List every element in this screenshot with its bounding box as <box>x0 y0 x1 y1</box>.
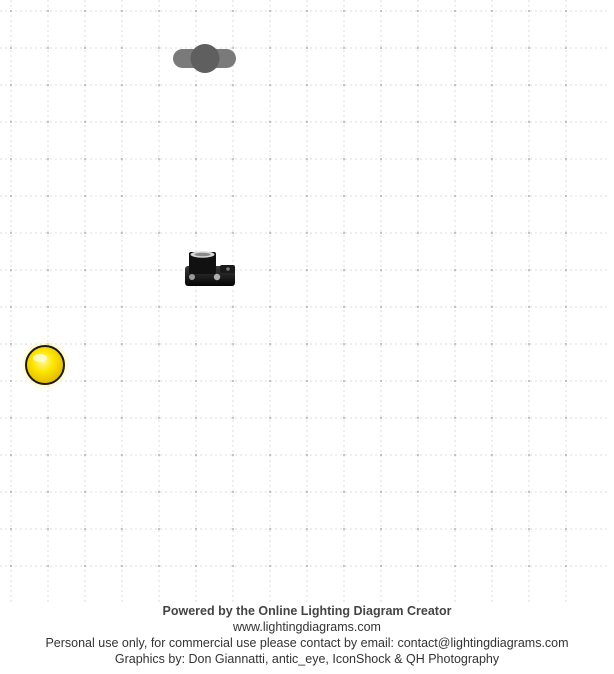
grid-dot <box>528 306 530 308</box>
grid-dot <box>454 158 456 160</box>
grid-dot <box>454 232 456 234</box>
grid-dot <box>454 306 456 308</box>
grid-dot <box>380 380 382 382</box>
grid-dot <box>158 380 160 382</box>
grid-dot <box>343 195 345 197</box>
grid-dot <box>417 121 419 123</box>
grid-dot <box>306 491 308 493</box>
grid-dot <box>343 47 345 49</box>
grid-dot <box>84 10 86 12</box>
grid-dot <box>47 306 49 308</box>
grid-dot <box>528 84 530 86</box>
grid-dot <box>417 343 419 345</box>
grid-dot <box>269 269 271 271</box>
grid-dot <box>306 158 308 160</box>
grid-dot <box>47 491 49 493</box>
grid-dot <box>121 417 123 419</box>
grid-dot <box>491 528 493 530</box>
grid-dot <box>10 565 12 567</box>
footer-title: Powered by the Online Lighting Diagram Creator <box>162 604 452 618</box>
grid-dot <box>84 343 86 345</box>
grid-dot <box>10 47 12 49</box>
grid-dot <box>528 232 530 234</box>
grid-dot <box>306 10 308 12</box>
grid-dot <box>121 565 123 567</box>
grid-dot <box>121 306 123 308</box>
grid-dot <box>121 84 123 86</box>
grid-dot <box>158 269 160 271</box>
grid-dot <box>491 380 493 382</box>
grid-dot <box>84 491 86 493</box>
grid-dot <box>47 10 49 12</box>
grid-dot <box>269 417 271 419</box>
grid-dot <box>121 195 123 197</box>
grid-dot <box>454 343 456 345</box>
grid-dot <box>343 565 345 567</box>
grid-dot <box>195 195 197 197</box>
grid-dot <box>380 47 382 49</box>
grid-dot <box>195 343 197 345</box>
grid-dot <box>158 491 160 493</box>
grid-dot <box>121 380 123 382</box>
grid-dot <box>195 565 197 567</box>
grid-dot <box>232 232 234 234</box>
grid-dot <box>417 269 419 271</box>
grid-dot <box>306 565 308 567</box>
grid-dot <box>565 47 567 49</box>
grid-dot <box>306 195 308 197</box>
grid-dot <box>232 565 234 567</box>
grid-dot <box>158 195 160 197</box>
grid-dot <box>269 232 271 234</box>
grid-dot <box>232 121 234 123</box>
grid-dot <box>565 454 567 456</box>
grid-dot <box>158 10 160 12</box>
grid-dot <box>10 380 12 382</box>
grid-dot <box>10 158 12 160</box>
grid-dot <box>565 565 567 567</box>
grid-dot <box>269 121 271 123</box>
grid-dot <box>343 121 345 123</box>
grid-dot <box>491 84 493 86</box>
grid-dot <box>158 454 160 456</box>
grid-dot <box>121 47 123 49</box>
grid-dot <box>417 454 419 456</box>
grid-dot <box>10 269 12 271</box>
grid-dot <box>491 565 493 567</box>
grid-dot <box>528 491 530 493</box>
grid-dot <box>306 417 308 419</box>
grid-dot <box>121 121 123 123</box>
grid-dot <box>269 343 271 345</box>
grid-dot <box>528 10 530 12</box>
grid-dot <box>47 195 49 197</box>
grid-dot <box>417 47 419 49</box>
grid-dot <box>454 195 456 197</box>
grid-dot <box>195 306 197 308</box>
grid-dot <box>565 121 567 123</box>
grid-dot <box>565 528 567 530</box>
grid-dot <box>195 454 197 456</box>
grid-dot <box>158 158 160 160</box>
grid-dot <box>158 565 160 567</box>
grid-dot <box>84 269 86 271</box>
grid-dot <box>343 10 345 12</box>
grid-dot <box>454 10 456 12</box>
grid-dot <box>565 417 567 419</box>
grid-dot <box>232 343 234 345</box>
grid-dot <box>10 195 12 197</box>
grid-dot <box>491 417 493 419</box>
grid-dot <box>491 10 493 12</box>
grid-dot <box>47 565 49 567</box>
grid-dot <box>380 121 382 123</box>
grid-dot <box>195 417 197 419</box>
grid-dot <box>10 306 12 308</box>
grid-dot <box>491 343 493 345</box>
grid-dot <box>565 491 567 493</box>
grid-dot <box>528 454 530 456</box>
grid-dot <box>528 47 530 49</box>
grid-dot <box>195 528 197 530</box>
grid-dot <box>306 121 308 123</box>
footer-license: Personal use only, for commercial use please contact by email: contact@lightingdiagrams.com <box>45 636 569 650</box>
grid-dot <box>158 528 160 530</box>
grid-dot <box>343 306 345 308</box>
grid-dot <box>10 528 12 530</box>
grid-dot <box>306 269 308 271</box>
grid-dot <box>84 306 86 308</box>
grid-dot <box>84 84 86 86</box>
grid-dot <box>454 121 456 123</box>
grid-dot <box>528 343 530 345</box>
grid-dot <box>565 380 567 382</box>
grid-dot <box>269 47 271 49</box>
grid-dot <box>380 232 382 234</box>
footer-credits: Graphics by: Don Giannatti, antic_eye, IconShock & QH Photography <box>114 652 500 666</box>
grid-dot <box>121 158 123 160</box>
grid-dot <box>195 232 197 234</box>
grid-dot <box>565 158 567 160</box>
grid-dot <box>528 158 530 160</box>
grid-dot <box>269 195 271 197</box>
grid-dot <box>158 232 160 234</box>
grid-dot <box>306 306 308 308</box>
grid-dot <box>528 565 530 567</box>
grid-dot <box>565 10 567 12</box>
grid-dot <box>380 10 382 12</box>
grid-dot <box>84 158 86 160</box>
grid-dot <box>454 528 456 530</box>
grid-dot <box>417 417 419 419</box>
grid-dot <box>528 195 530 197</box>
grid-dot <box>84 528 86 530</box>
grid-dot <box>269 565 271 567</box>
grid-dot <box>195 84 197 86</box>
grid-dot <box>417 380 419 382</box>
grid-dot <box>491 454 493 456</box>
grid-dot <box>417 84 419 86</box>
grid-dot <box>232 454 234 456</box>
grid-dot <box>417 232 419 234</box>
grid-dot <box>343 232 345 234</box>
grid-dot <box>417 158 419 160</box>
grid-dot <box>10 417 12 419</box>
grid-dot <box>195 158 197 160</box>
grid-dot <box>47 417 49 419</box>
grid-dot <box>84 417 86 419</box>
grid-dot <box>195 10 197 12</box>
grid-dot <box>84 232 86 234</box>
grid-dot <box>343 269 345 271</box>
grid-dot <box>84 47 86 49</box>
grid-dot <box>10 454 12 456</box>
grid-dot <box>306 232 308 234</box>
grid-dot <box>417 195 419 197</box>
grid-dot <box>343 417 345 419</box>
grid-dot <box>380 343 382 345</box>
grid-dot <box>417 491 419 493</box>
grid-dot <box>84 121 86 123</box>
grid-dot <box>380 158 382 160</box>
grid-dot <box>454 565 456 567</box>
grid-dot <box>121 269 123 271</box>
grid-dot <box>195 380 197 382</box>
grid-dot <box>380 528 382 530</box>
grid-dot <box>232 84 234 86</box>
grid-dot <box>232 380 234 382</box>
grid-dot <box>47 528 49 530</box>
grid-dot <box>528 121 530 123</box>
grid-dot <box>491 47 493 49</box>
grid-dot <box>491 232 493 234</box>
grid-dot <box>380 454 382 456</box>
grid-dot <box>10 10 12 12</box>
grid-dot <box>454 417 456 419</box>
grid-dot <box>380 565 382 567</box>
grid-dot <box>306 343 308 345</box>
grid-dot <box>158 306 160 308</box>
grid-dot <box>565 269 567 271</box>
grid-dot <box>417 10 419 12</box>
grid-dot <box>232 417 234 419</box>
grid-dot <box>565 232 567 234</box>
grid-dot <box>269 306 271 308</box>
grid-dot <box>269 454 271 456</box>
grid-dot <box>158 417 160 419</box>
grid-dot <box>121 232 123 234</box>
grid-dot <box>380 195 382 197</box>
grid-dot <box>491 491 493 493</box>
light-bulb-icon[interactable] <box>20 340 70 390</box>
grid-dot <box>491 121 493 123</box>
grid-dot <box>10 232 12 234</box>
grid-dot <box>528 528 530 530</box>
grid-dot <box>380 491 382 493</box>
grid-dot <box>121 528 123 530</box>
grid-dot <box>158 343 160 345</box>
grid-dot <box>417 565 419 567</box>
grid-dot <box>269 528 271 530</box>
grid-dot <box>84 380 86 382</box>
grid-dot <box>47 121 49 123</box>
grid-dot <box>232 195 234 197</box>
grid-dot <box>565 195 567 197</box>
grid-dot <box>269 10 271 12</box>
grid-dot <box>269 84 271 86</box>
grid-dot <box>232 47 234 49</box>
grid-dot <box>565 306 567 308</box>
grid-dot <box>306 380 308 382</box>
grid-dot <box>454 47 456 49</box>
grid-dot <box>380 84 382 86</box>
grid-dot <box>380 269 382 271</box>
grid-dot <box>232 491 234 493</box>
grid-dot <box>47 232 49 234</box>
grid-dot <box>343 343 345 345</box>
grid-dot <box>47 47 49 49</box>
grid-dot <box>454 84 456 86</box>
grid-dot <box>84 565 86 567</box>
grid-dot <box>454 269 456 271</box>
grid-dot <box>158 47 160 49</box>
grid-dot <box>306 47 308 49</box>
grid-dot <box>47 269 49 271</box>
grid-dot <box>565 84 567 86</box>
grid-dot <box>10 84 12 86</box>
grid-dot <box>121 491 123 493</box>
grid-dot <box>158 84 160 86</box>
grid-dot <box>84 195 86 197</box>
grid-dot <box>158 121 160 123</box>
grid-dot <box>121 343 123 345</box>
grid-dot <box>454 491 456 493</box>
grid-dot <box>528 380 530 382</box>
footer-url[interactable]: www.lightingdiagrams.com <box>233 620 381 634</box>
camera-icon[interactable] <box>185 251 235 286</box>
grid-dot <box>380 306 382 308</box>
grid-dot <box>47 454 49 456</box>
grid-dot <box>232 158 234 160</box>
grid-dot <box>343 84 345 86</box>
grid-dot <box>343 454 345 456</box>
grid-dot <box>343 380 345 382</box>
grid-dot <box>232 528 234 530</box>
grid-dot <box>380 417 382 419</box>
grid-dot <box>343 158 345 160</box>
grid-dot <box>47 84 49 86</box>
grid-dot <box>491 269 493 271</box>
grid-dot <box>47 158 49 160</box>
grid-dot <box>454 380 456 382</box>
grid-dot <box>565 343 567 345</box>
grid-dot <box>417 528 419 530</box>
grid-dot <box>528 269 530 271</box>
grid-dot <box>343 528 345 530</box>
grid-dot <box>84 454 86 456</box>
grid-dot <box>232 306 234 308</box>
grid-dot <box>454 454 456 456</box>
grid-dot <box>491 195 493 197</box>
grid-dot <box>417 306 419 308</box>
grid-dot <box>306 454 308 456</box>
grid-dot <box>195 121 197 123</box>
grid-dot <box>528 417 530 419</box>
grid-dot <box>10 491 12 493</box>
grid-dot <box>121 454 123 456</box>
grid-dot <box>10 343 12 345</box>
grid-dot <box>306 84 308 86</box>
grid-dot <box>269 158 271 160</box>
grid-dot <box>306 528 308 530</box>
grid-dot <box>269 491 271 493</box>
grid-dot <box>343 491 345 493</box>
grid-dot <box>195 491 197 493</box>
grid-dot <box>269 380 271 382</box>
grid-dot <box>121 10 123 12</box>
grid-dot <box>491 158 493 160</box>
grid-dot <box>491 306 493 308</box>
grid-dot <box>232 10 234 12</box>
grid-dot <box>10 121 12 123</box>
